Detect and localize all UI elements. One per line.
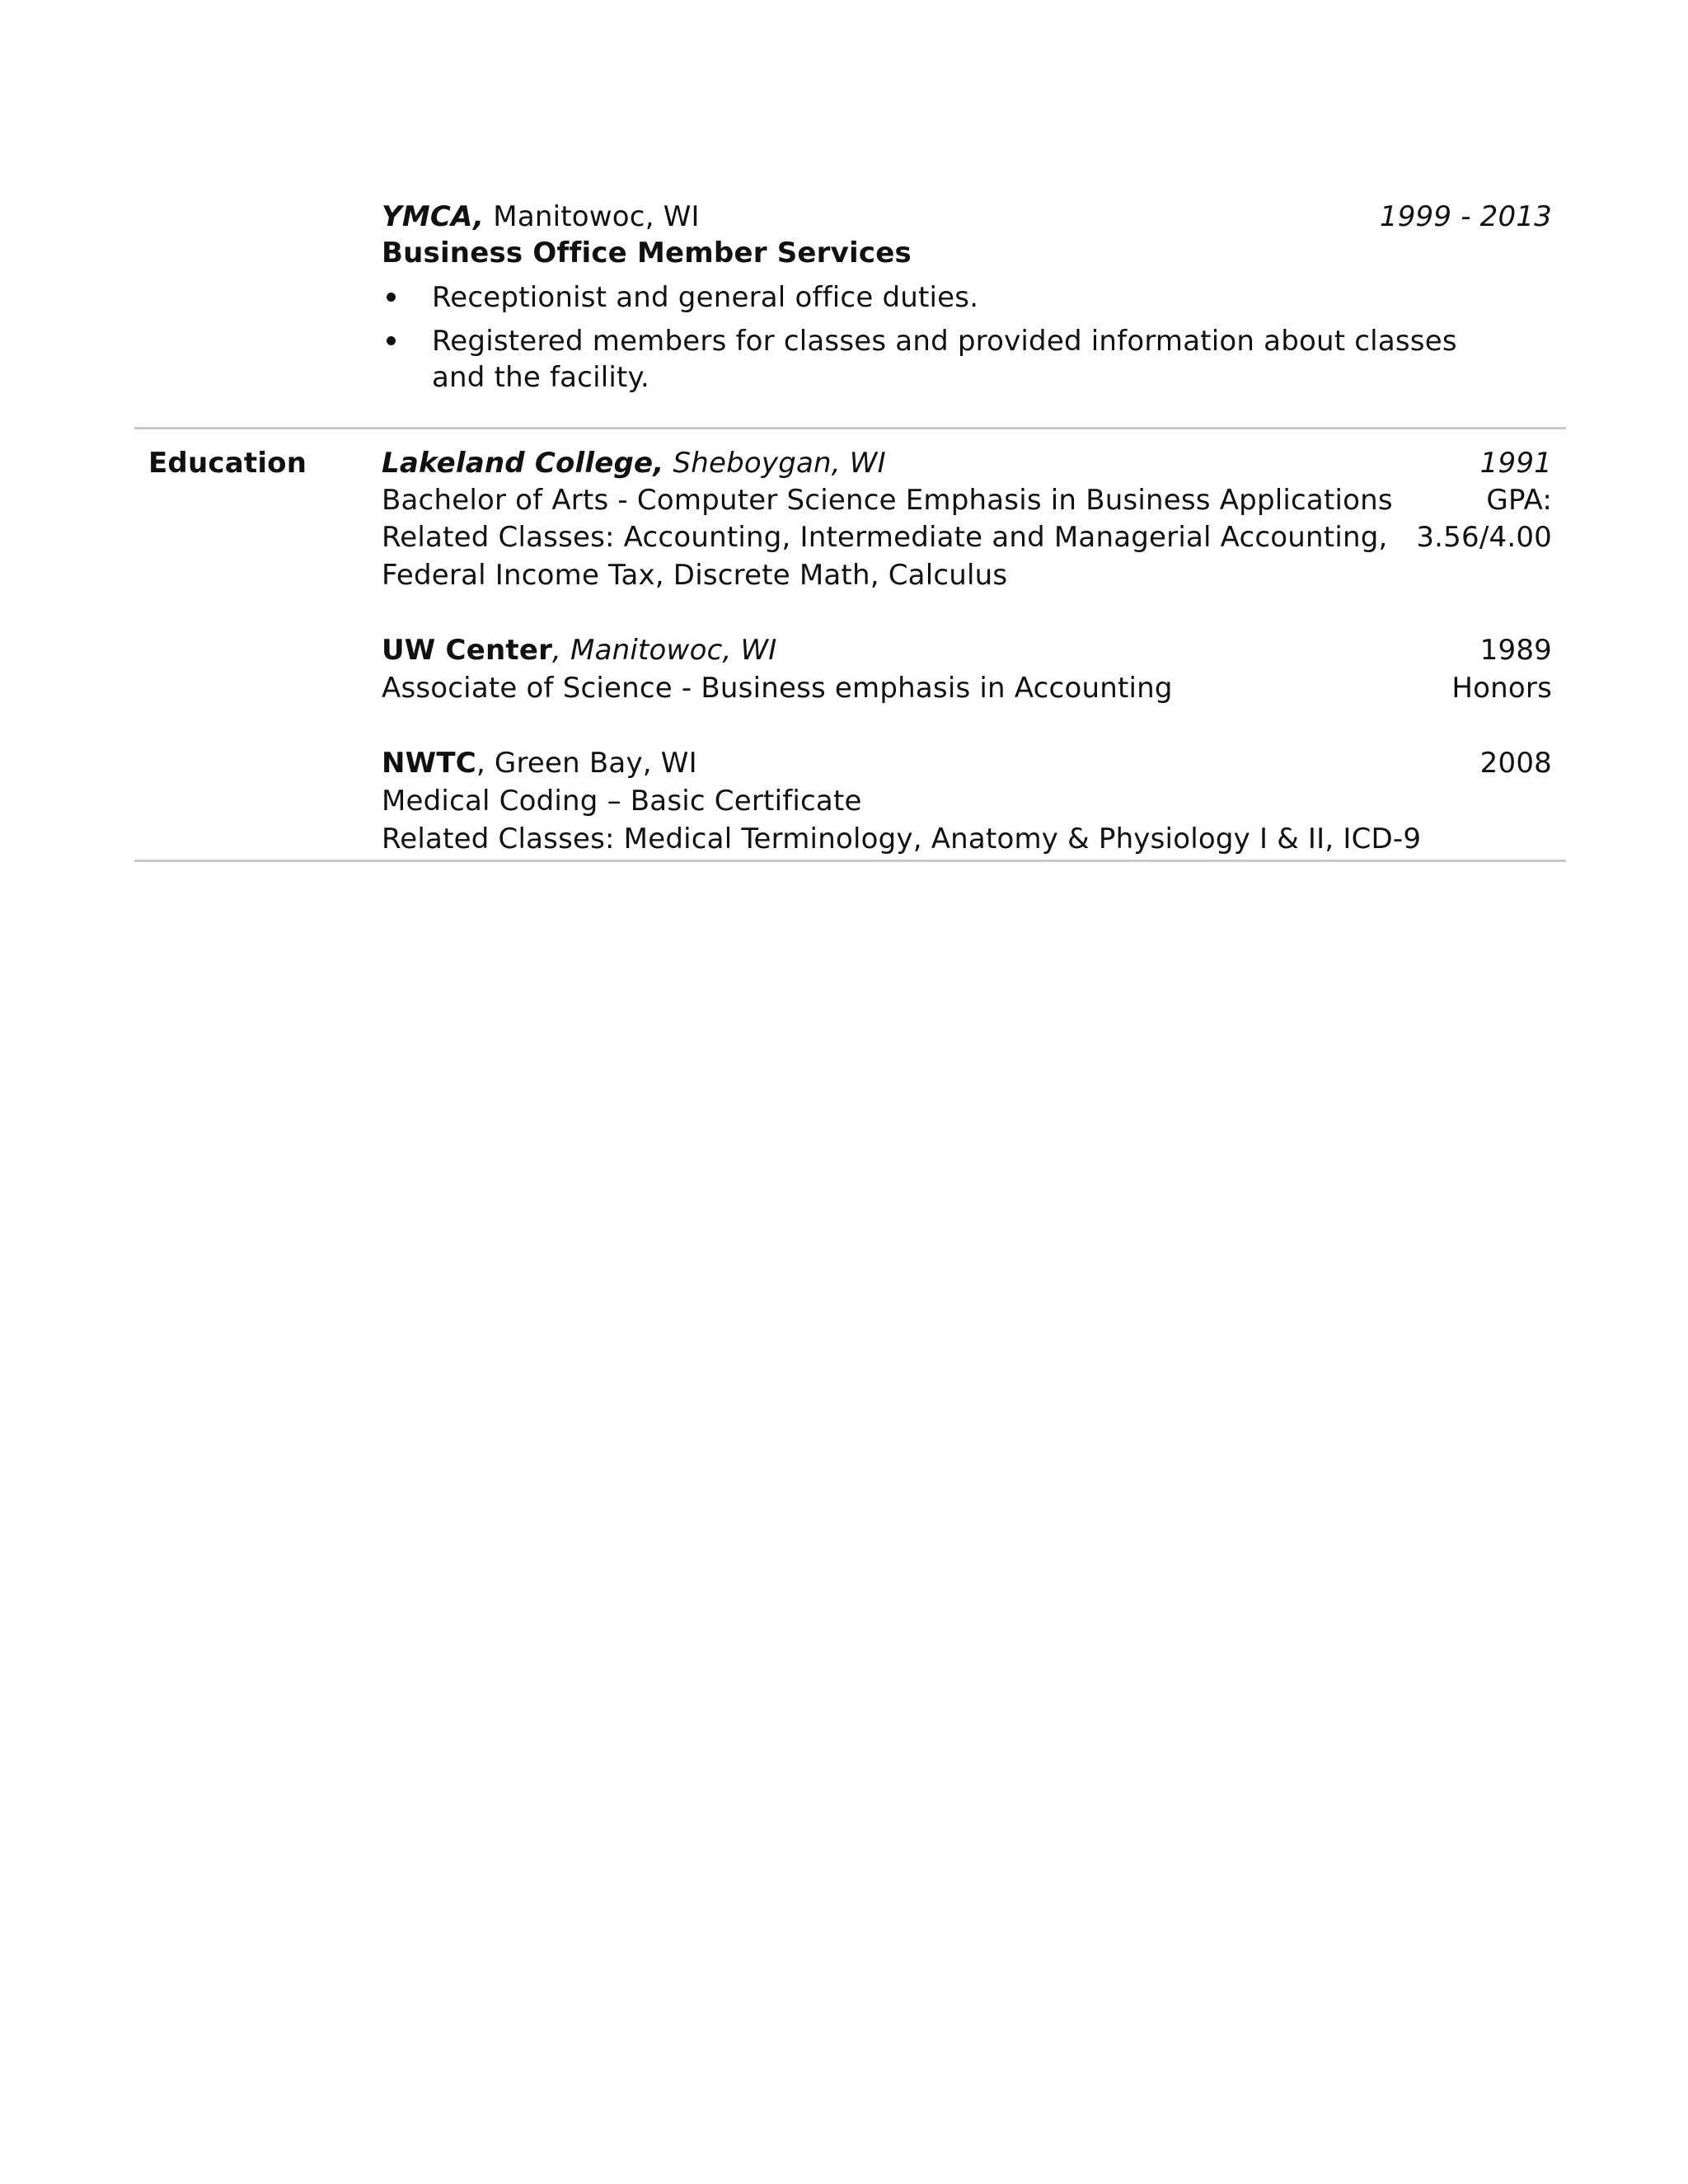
ymca-heading bbox=[382, 199, 700, 235]
uw-heading bbox=[382, 632, 777, 668]
bullet-icon bbox=[387, 336, 396, 345]
uw-org: UW Center bbox=[382, 634, 553, 667]
nwtc-location: , Green Bay, WI bbox=[476, 747, 697, 780]
ymca-bullet-1: Receptionist and general office duties. bbox=[432, 281, 979, 314]
bullet-icon bbox=[387, 293, 396, 302]
ymca-location: Manitowoc, WI bbox=[484, 200, 700, 233]
ymca-bullet-2-cont: and the facility. bbox=[432, 361, 650, 394]
lakeland-gpa-value: 3.56/4.00 bbox=[1416, 521, 1552, 554]
nwtc-heading bbox=[382, 745, 697, 781]
lakeland-location: Sheboygan, WI bbox=[663, 447, 886, 480]
section-divider bbox=[134, 860, 1566, 862]
ymca-org: YMCA, bbox=[382, 200, 485, 233]
nwtc-classes: Related Classes: Medical Terminology, Anatomy & Physiology I & II, ICD-9 bbox=[382, 823, 1422, 855]
lakeland-year: 1991 bbox=[1479, 447, 1552, 480]
nwtc-certificate: Medical Coding – Basic Certificate bbox=[382, 785, 862, 818]
uw-honors: Honors bbox=[1451, 672, 1552, 705]
lakeland-gpa-label: GPA: bbox=[1486, 484, 1552, 517]
lakeland-classes-1: Related Classes: Accounting, Intermediate and Managerial Accounting, bbox=[382, 521, 1388, 554]
uw-location: , Manitowoc, WI bbox=[552, 634, 777, 667]
uw-year: 1989 bbox=[1479, 634, 1552, 667]
nwtc-org: NWTC bbox=[382, 747, 476, 780]
lakeland-heading bbox=[382, 445, 886, 481]
education-section-label: Education bbox=[148, 447, 307, 480]
ymca-bullet-2: Registered members for classes and provided information about classes bbox=[432, 325, 1457, 358]
section-divider bbox=[134, 427, 1566, 429]
ymca-title: Business Office Member Services bbox=[382, 237, 912, 269]
uw-degree: Associate of Science - Business emphasis in Accounting bbox=[382, 672, 1173, 705]
ymca-dates: 1999 - 2013 bbox=[1379, 200, 1552, 233]
lakeland-degree: Bachelor of Arts - Computer Science Emphasis in Business Applications bbox=[382, 484, 1393, 517]
lakeland-classes-2: Federal Income Tax, Discrete Math, Calculus bbox=[382, 559, 1008, 592]
lakeland-org: Lakeland College, bbox=[382, 447, 664, 480]
nwtc-year: 2008 bbox=[1479, 747, 1552, 780]
